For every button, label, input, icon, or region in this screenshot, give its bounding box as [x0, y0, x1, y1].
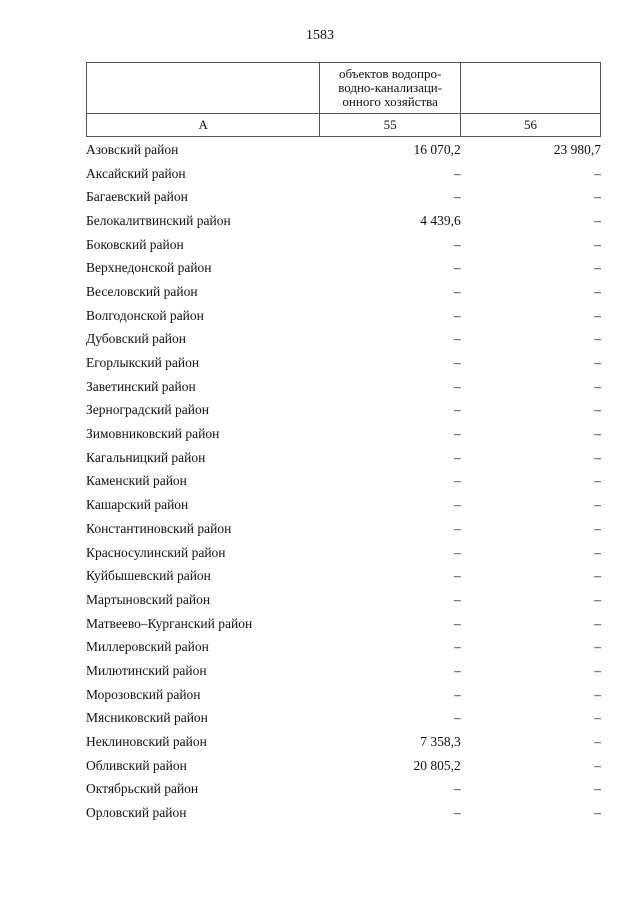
header-col55-line: водно-канализаци-: [338, 80, 443, 95]
row-value-56: –: [594, 165, 601, 181]
row-value-55: –: [453, 520, 461, 536]
table-row: [86, 635, 601, 659]
row-name: Обливский район: [86, 757, 187, 773]
table-row: [86, 707, 601, 731]
row-value-55: –: [453, 710, 461, 726]
index-row: [87, 114, 601, 137]
row-value-55: 16 070,2: [413, 141, 461, 157]
row-name: Константиновский район: [86, 520, 232, 536]
table-row: [86, 328, 601, 352]
row-value-55: –: [453, 165, 461, 181]
row-value-55: 20 805,2: [413, 757, 461, 773]
row-name: Куйбышевский район: [86, 568, 211, 584]
table-row: [86, 612, 601, 636]
row-value-56: –: [594, 568, 601, 584]
table-row: [86, 399, 601, 423]
row-name: Мясниковский район: [86, 710, 208, 726]
row-value-55: –: [453, 331, 461, 347]
row-value-56: –: [594, 378, 601, 394]
row-value-56: –: [594, 757, 601, 773]
row-value-55: –: [453, 355, 461, 371]
row-value-55: –: [453, 260, 461, 276]
row-value-56: –: [594, 734, 601, 750]
table-row: [86, 162, 601, 186]
row-value-56: –: [594, 710, 601, 726]
row-name: Зерноградский район: [86, 402, 209, 418]
table-row: [86, 659, 601, 683]
row-value-56: –: [594, 189, 601, 205]
row-value-55: –: [453, 686, 461, 702]
table-row: [86, 209, 601, 233]
header-cell-56: [460, 63, 600, 114]
row-value-55: –: [453, 639, 461, 655]
header-cell-55: [320, 63, 460, 114]
table-row: [86, 541, 601, 565]
row-name: Багаевский район: [86, 189, 188, 205]
row-name: Матвеево–Курганский район: [86, 615, 253, 631]
row-value-56: –: [594, 426, 601, 442]
table-row: [86, 754, 601, 778]
row-name: Милютинский район: [86, 662, 207, 678]
row-value-56: –: [594, 449, 601, 465]
row-value-56: –: [594, 639, 601, 655]
row-name: Верхнедонской район: [86, 260, 212, 276]
row-name: Октябрьский район: [86, 781, 199, 797]
row-value-56: –: [594, 544, 601, 560]
table-row: [86, 470, 601, 494]
row-value-56: –: [594, 212, 601, 228]
table-header: [86, 62, 601, 137]
row-value-55: –: [453, 662, 461, 678]
row-name: Неклиновский район: [86, 734, 207, 750]
row-value-56: –: [594, 355, 601, 371]
row-name: Миллеровский район: [86, 639, 209, 655]
row-name: Зимовниковский район: [86, 426, 220, 442]
table-body: [86, 138, 601, 825]
row-name: Морозовский район: [86, 686, 201, 702]
table-row: [86, 351, 601, 375]
row-name: Кашарский район: [86, 497, 189, 513]
header-col55-line: объектов водопро-: [338, 66, 442, 81]
row-name: Белокалитвинский район: [86, 212, 231, 228]
table-row: [86, 564, 601, 588]
row-value-56: –: [594, 497, 601, 513]
table-row: [86, 778, 601, 802]
row-value-55: –: [453, 497, 461, 513]
row-value-55: –: [453, 402, 461, 418]
row-name: Мартыновский район: [86, 591, 211, 607]
row-name: Кагальницкий район: [86, 449, 206, 465]
table-row: [86, 375, 601, 399]
row-value-55: –: [453, 283, 461, 299]
row-value-56: –: [594, 260, 601, 276]
row-value-56: –: [594, 331, 601, 347]
table-row: [86, 304, 601, 328]
index-cell-a: А: [87, 114, 320, 137]
row-value-55: –: [453, 307, 461, 323]
row-value-56: –: [594, 473, 601, 489]
table-row: [86, 280, 601, 304]
row-value-56: –: [594, 402, 601, 418]
row-value-55: –: [453, 378, 461, 394]
table-row: [86, 446, 601, 470]
row-name: Орловский район: [86, 805, 187, 821]
row-name: Веселовский район: [86, 283, 198, 299]
row-name: Боковский район: [86, 236, 184, 252]
row-value-55: 4 439,6: [420, 212, 461, 228]
row-value-55: –: [453, 615, 461, 631]
table-row: [86, 730, 601, 754]
row-value-56: –: [594, 236, 601, 252]
row-name: Красносулинский район: [86, 544, 226, 560]
row-value-56: –: [594, 307, 601, 323]
row-value-55: –: [453, 568, 461, 584]
row-value-56: –: [594, 283, 601, 299]
row-value-56: –: [594, 781, 601, 797]
row-name: Каменский район: [86, 473, 187, 489]
row-value-55: –: [453, 591, 461, 607]
table-row: [86, 185, 601, 209]
table-row: [86, 422, 601, 446]
row-name: Волгодонской район: [86, 307, 204, 323]
row-value-55: –: [453, 189, 461, 205]
row-value-56: –: [594, 686, 601, 702]
header-col55-line: онного хозяйства: [342, 94, 438, 109]
table-row: [86, 588, 601, 612]
row-value-55: –: [453, 236, 461, 252]
row-value-56: –: [594, 615, 601, 631]
row-value-55: –: [453, 449, 461, 465]
row-name: Заветинский район: [86, 378, 196, 394]
index-cell-56: 56: [460, 114, 600, 137]
row-value-56: –: [594, 591, 601, 607]
row-value-55: –: [453, 544, 461, 560]
row-name: Азовский район: [86, 141, 179, 157]
table-row: [86, 683, 601, 707]
row-name: Аксайский район: [86, 165, 186, 181]
row-name: Егорлыкский район: [86, 355, 200, 371]
row-value-56: 23 980,7: [553, 141, 601, 157]
row-value-56: –: [594, 520, 601, 536]
row-name: Дубовский район: [86, 331, 187, 347]
page-number: 1583: [306, 28, 334, 43]
row-value-56: –: [594, 662, 601, 678]
table-row: [86, 517, 601, 541]
row-value-55: –: [453, 426, 461, 442]
header-col55-text: [320, 65, 459, 111]
table-row: [86, 493, 601, 517]
row-value-55: –: [453, 781, 461, 797]
index-cell-55: 55: [320, 114, 460, 137]
header-row: [87, 63, 601, 114]
table-row: [86, 256, 601, 280]
table-row: [86, 801, 601, 825]
row-value-55: –: [453, 805, 461, 821]
header-cell-name: [87, 63, 320, 114]
table-row: [86, 233, 601, 257]
row-value-56: –: [594, 805, 601, 821]
row-value-55: 7 358,3: [420, 734, 461, 750]
row-value-55: –: [453, 473, 461, 489]
table-row: [86, 138, 601, 162]
